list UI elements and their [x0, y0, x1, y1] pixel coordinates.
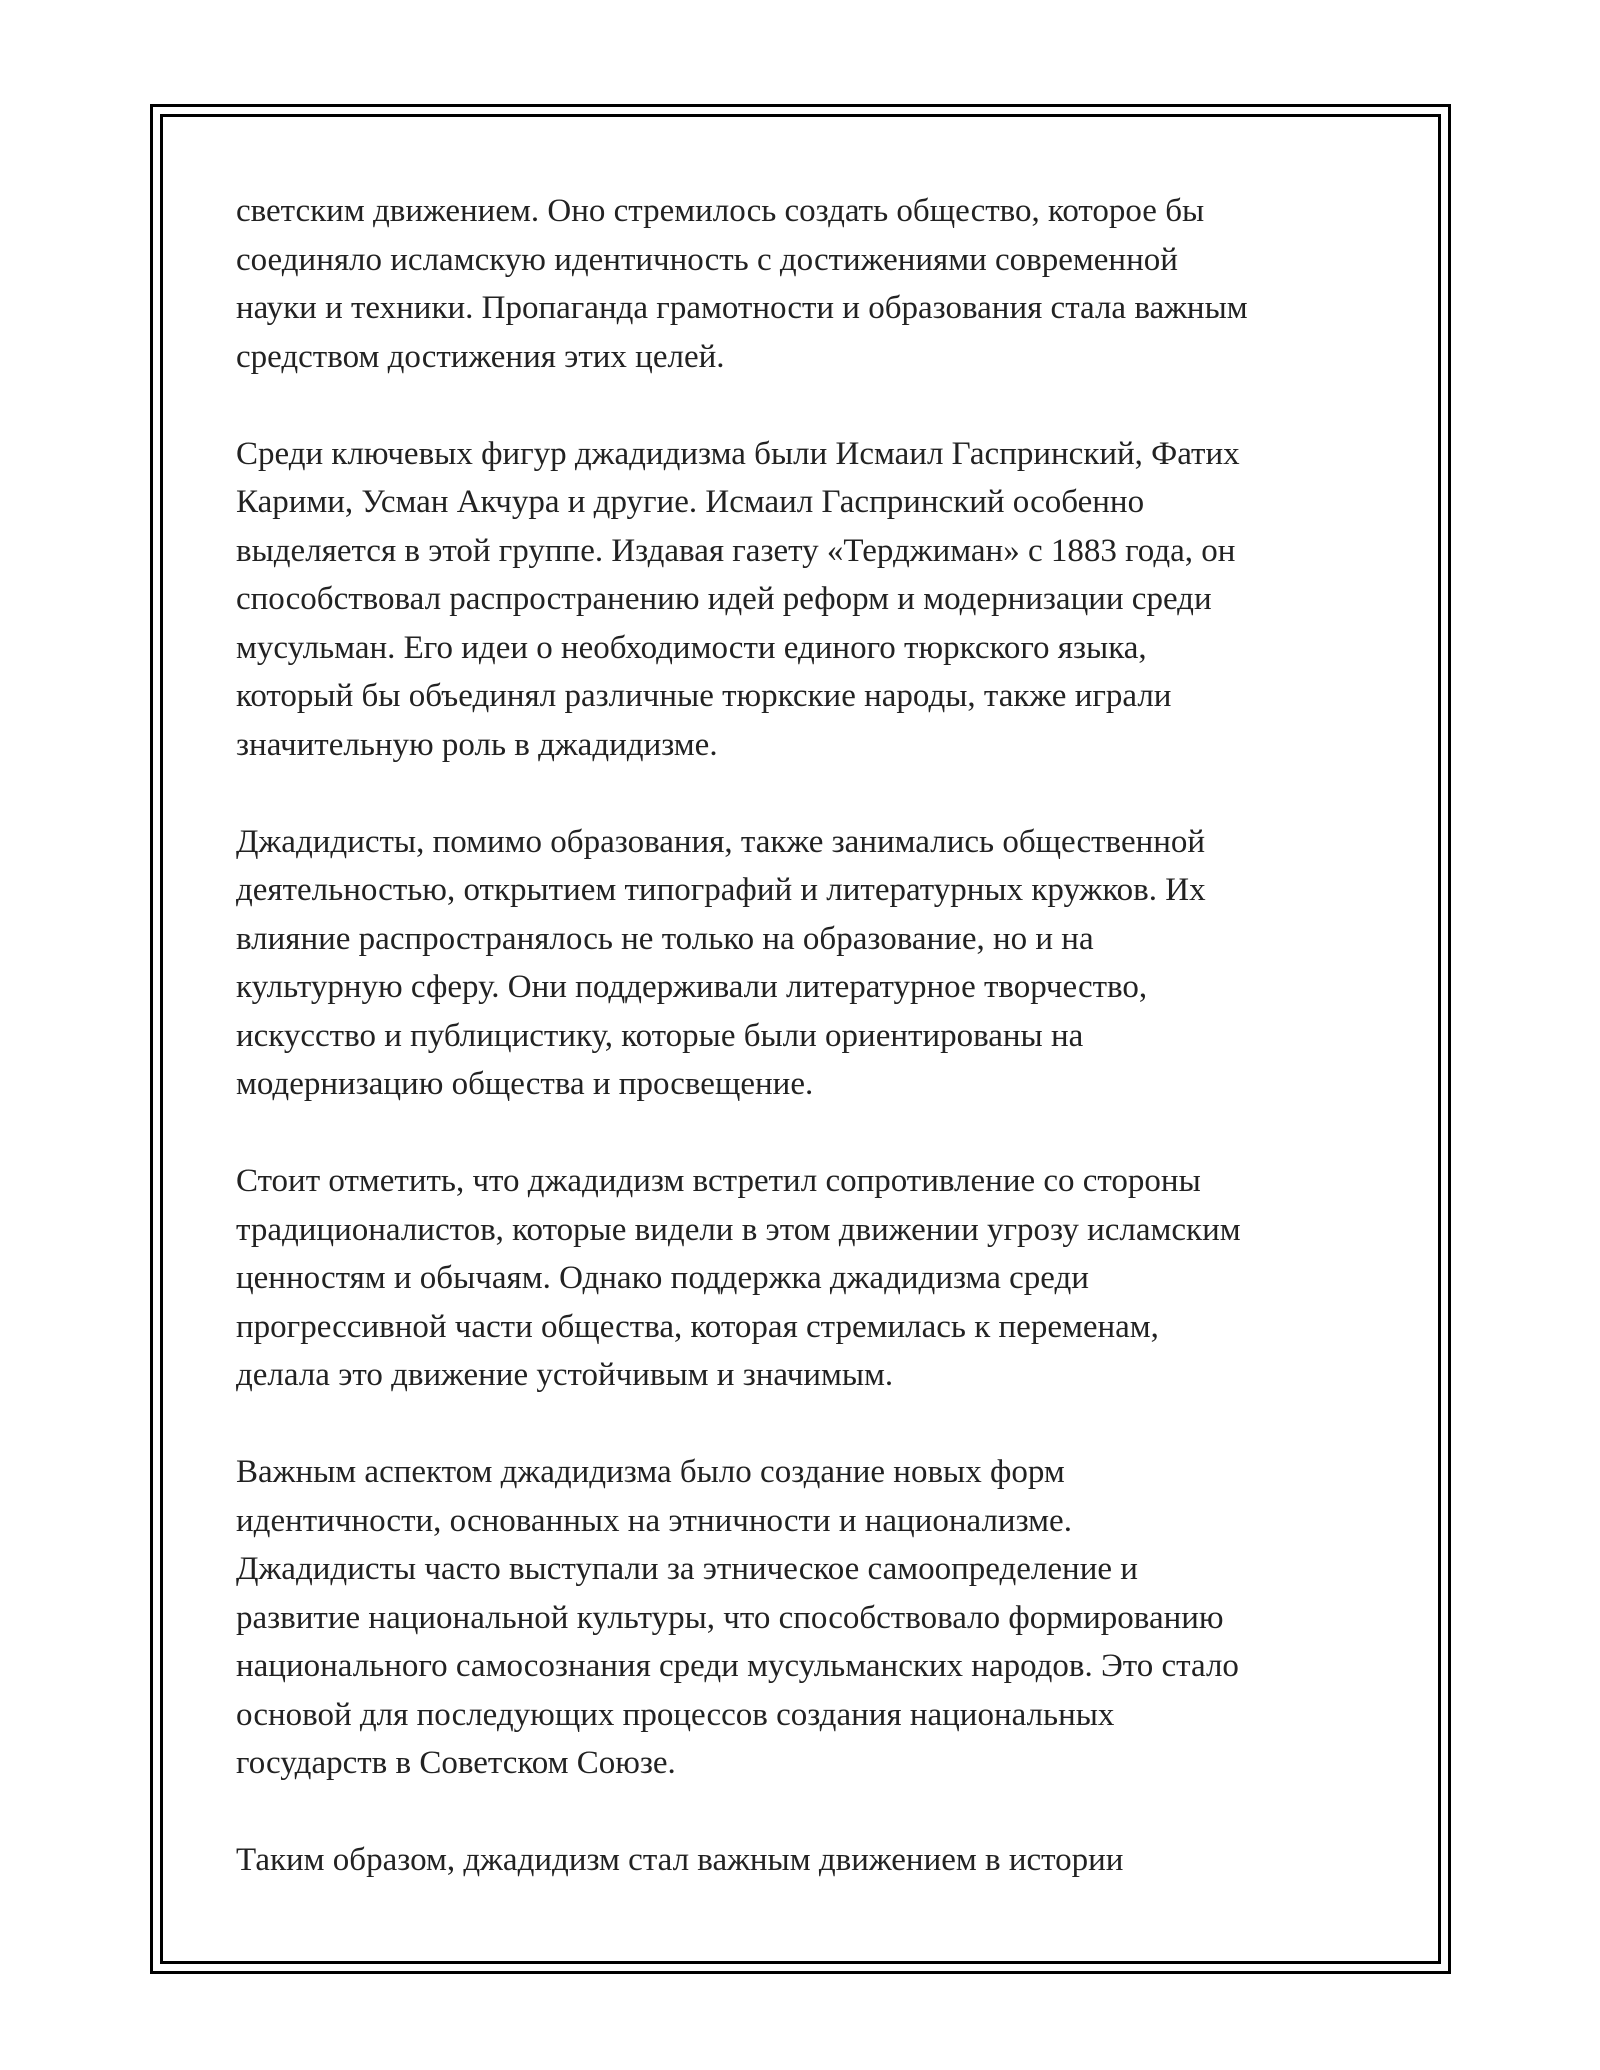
text-line: выделяется в этой группе. Издавая газету «Терджиман» с 1883 года, он: [236, 532, 1236, 569]
text-line: который бы объединял различные тюркские народы, также играли: [236, 678, 1172, 714]
text-line: Джадидисты, помимо образования, также занимались общественной: [236, 823, 1206, 860]
paragraph: [236, 1448, 1386, 1788]
text-line: модернизацию общества и просвещение.: [236, 1066, 814, 1102]
text-line: мусульман. Его идеи о необходимости единого тюркского языка,: [236, 629, 1147, 666]
paragraph: [236, 187, 1386, 381]
text-line: влияние распространялось не только на образование, но и на: [236, 920, 1094, 957]
text-line: национального самосознания среди мусульманских народов. Это стало: [236, 1648, 1239, 1684]
text-line: развитие национальной культуры, что способствовало формированию: [236, 1599, 1224, 1636]
paragraph: [236, 818, 1386, 1109]
text-line: Таким образом, джадидизм стал важным движением в истории: [236, 1842, 1124, 1878]
text-line: соединяло исламскую идентичность с достижениями современной: [236, 241, 1178, 278]
text-line: Джадидисты часто выступали за этническое самоопределение и: [236, 1551, 1138, 1587]
text-line: деятельностью, открытием типографий и литературных кружков. Их: [236, 872, 1206, 908]
text-line: прогрессивной части общества, которая стремилась к переменам,: [236, 1308, 1159, 1345]
text-line: Стоит отметить, что джадидизм встретил сопротивление со стороны: [236, 1163, 1201, 1199]
document-body: [236, 187, 1386, 1933]
paragraph: [236, 430, 1386, 770]
text-line: традиционалистов, которые видели в этом движении угрозу исламским: [236, 1211, 1241, 1248]
text-line: Среди ключевых фигур джадидизма были Исмаил Гаспринский, Фатих: [236, 435, 1240, 472]
text-line: искусство и публицистику, которые были ориентированы на: [236, 1017, 1084, 1054]
text-line: значительную роль в джадидизме.: [236, 726, 718, 763]
text-line: делала это движение устойчивым и значимым.: [236, 1357, 894, 1393]
text-line: ценностям и обычаям. Однако поддержка джадидизма среди: [236, 1260, 1089, 1296]
text-line: науки и техники. Пропаганда грамотности и образования стала важным: [236, 290, 1248, 326]
text-line: государств в Советском Союзе.: [236, 1745, 676, 1781]
paragraph: [236, 1836, 1386, 1885]
text-line: средством достижения этих целей.: [236, 338, 725, 375]
paragraph: [236, 1157, 1386, 1400]
text-line: Важным аспектом джадидизма было создание новых форм: [236, 1454, 1065, 1490]
text-line: способствовал распространению идей реформ и модернизации среди: [236, 581, 1212, 617]
text-line: основой для последующих процессов создания национальных: [236, 1696, 1115, 1733]
text-line: идентичности, основанных на этничности и национализме.: [236, 1502, 1072, 1539]
text-line: Карими, Усман Акчура и другие. Исмаил Гаспринский особенно: [236, 484, 1145, 520]
text-line: светским движением. Оно стремилось создать общество, которое бы: [236, 193, 1205, 229]
text-line: культурную сферу. Они поддерживали литературное творчество,: [236, 969, 1148, 1005]
